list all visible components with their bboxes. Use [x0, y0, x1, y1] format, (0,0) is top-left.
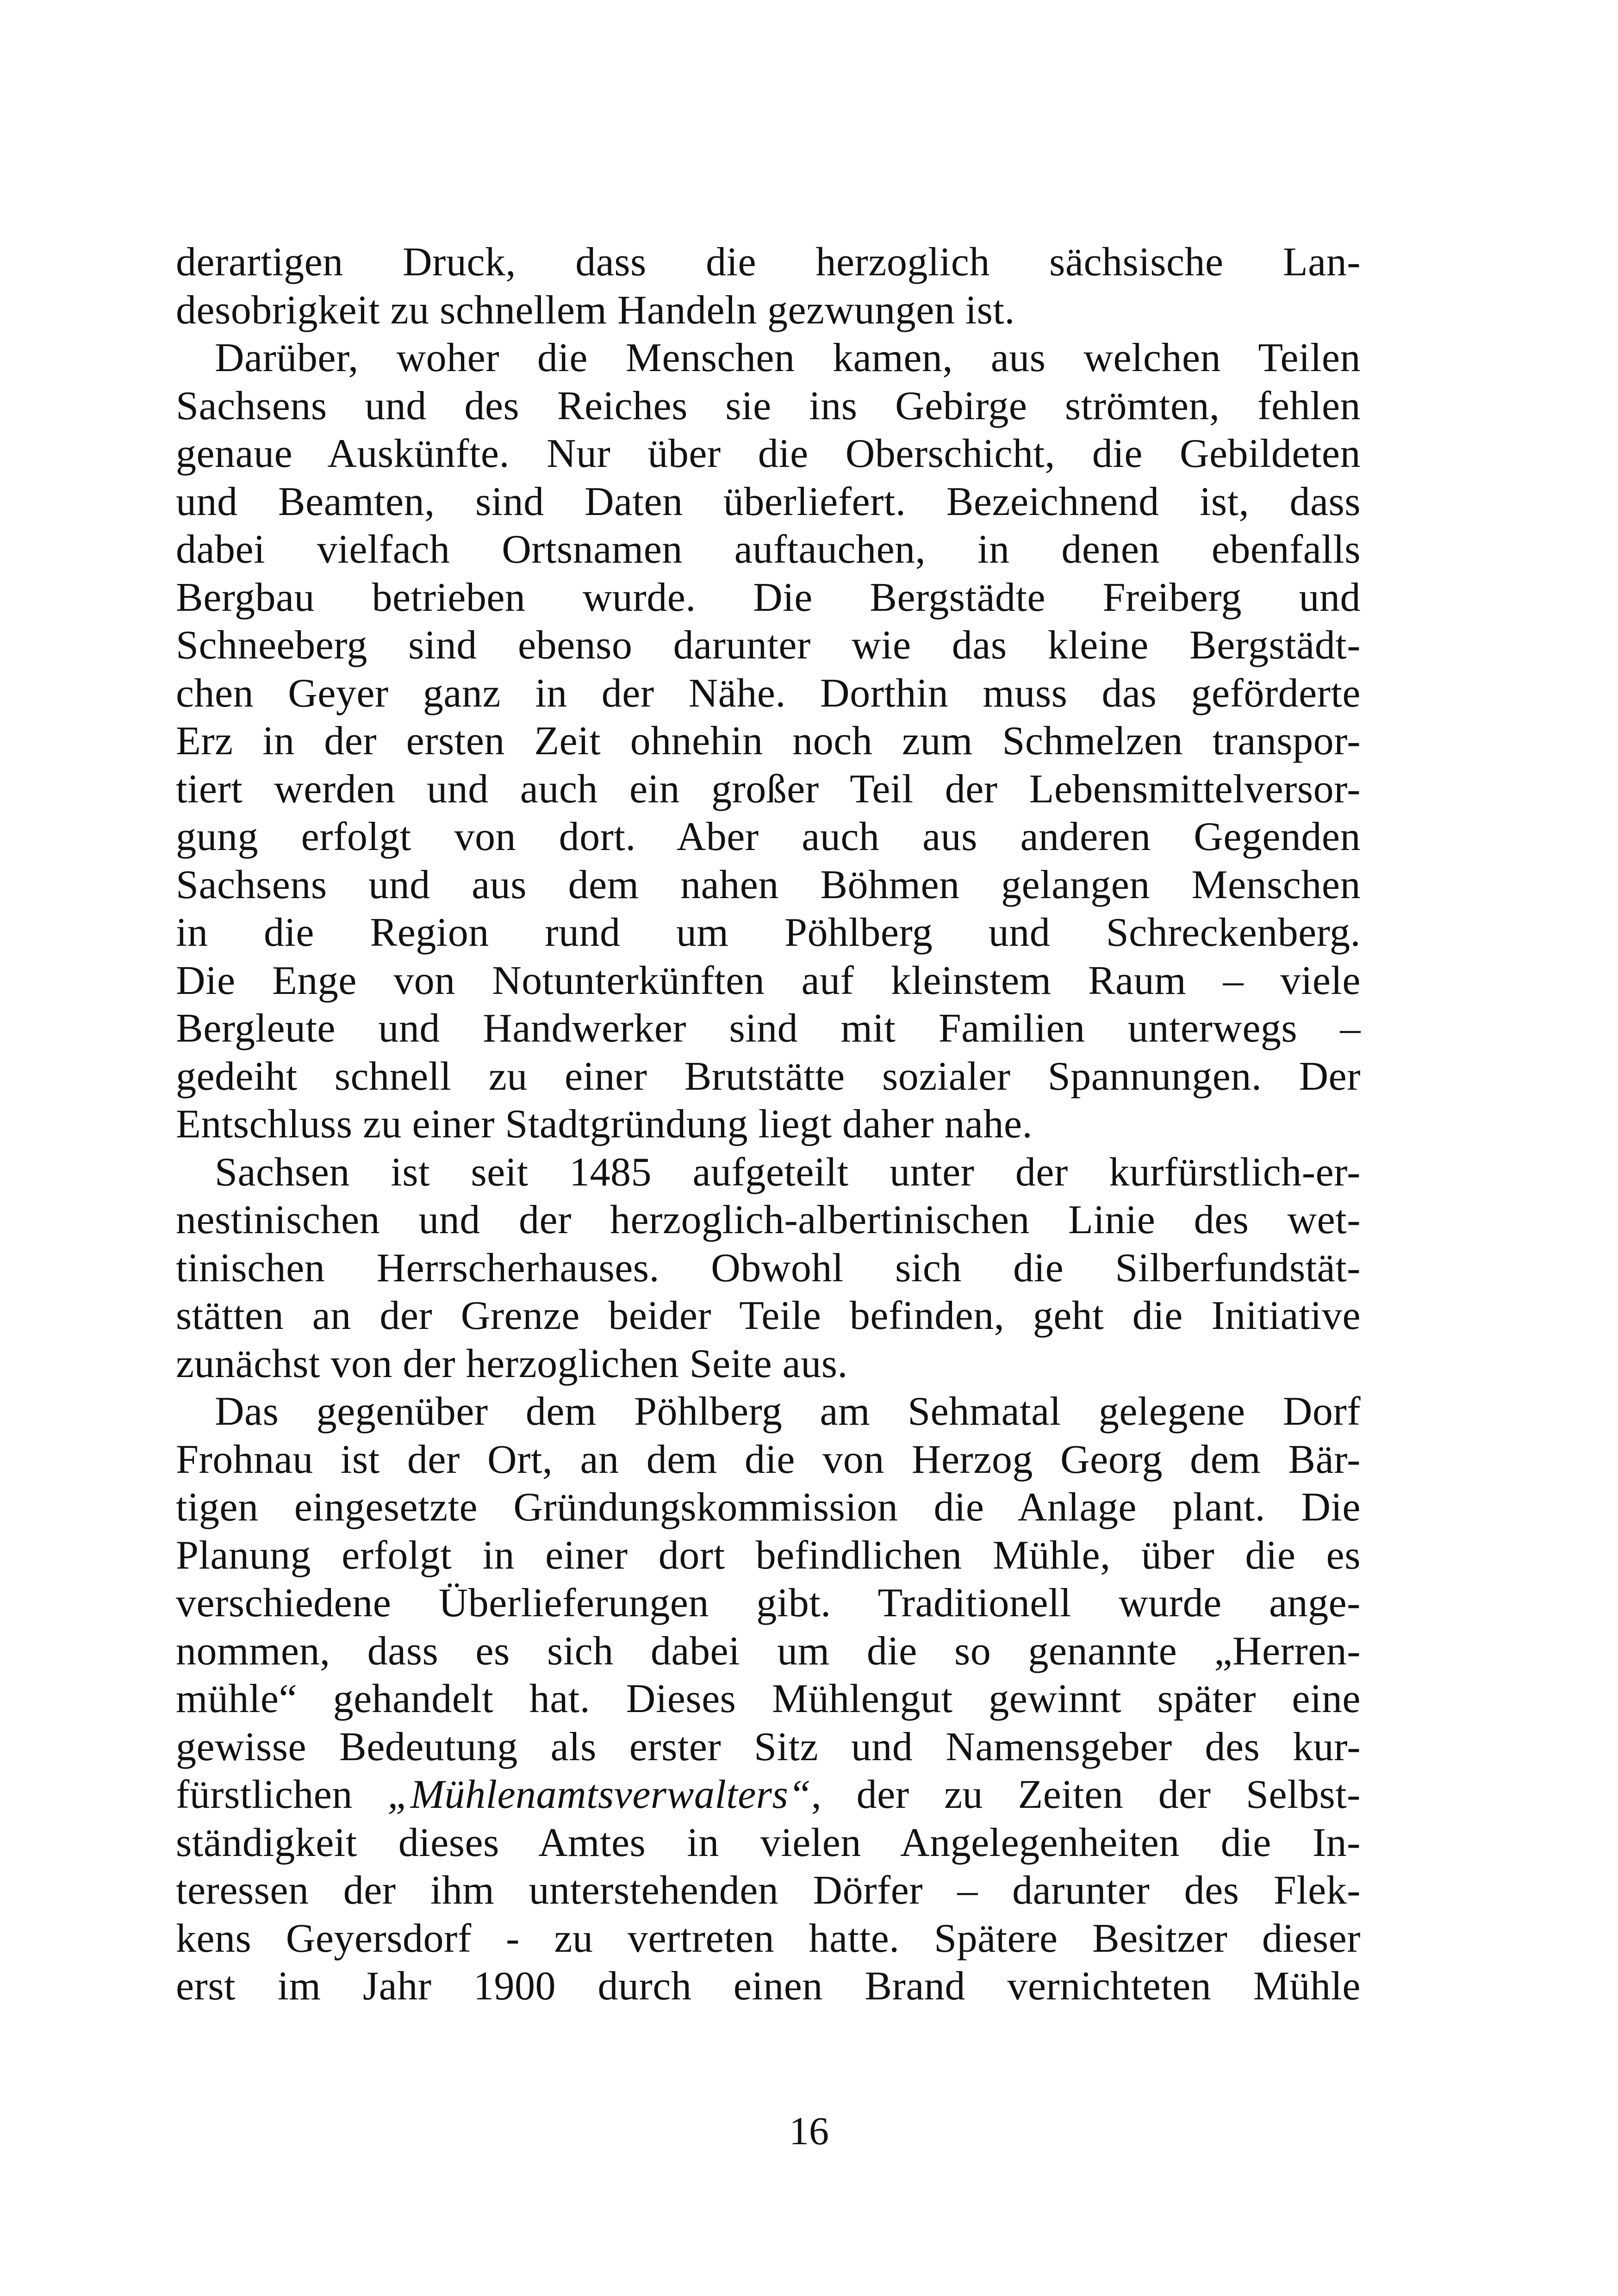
- text-line: Sachsens und aus dem nahen Böhmen gelangen Menschen: [176, 862, 1361, 907]
- text-line: Entschluss zu einer Stadtgründung liegt daher nahe.: [176, 1102, 1033, 1147]
- text-line: stätten an der Grenze beider Teile befinden, geht die Initiative: [176, 1293, 1361, 1338]
- paragraph-4: [176, 1388, 1361, 2011]
- text-line: Bergleute und Handwerker sind mit Familien unterwegs –: [176, 1006, 1361, 1051]
- text-line: derartigen Druck, dass die herzoglich sächsische Lan-: [176, 240, 1361, 285]
- text-line: Sachsens und des Reiches sie ins Gebirge strömten, fehlen: [176, 383, 1361, 428]
- text-line: tinischen Herrscherhauses. Obwohl sich die Silberfundstät-: [176, 1245, 1361, 1291]
- text-line: zunächst von der herzoglichen Seite aus.: [176, 1341, 848, 1386]
- text-line: in die Region rund um Pöhlberg und Schreckenberg.: [176, 910, 1361, 955]
- text-line: Bergbau betrieben wurde. Die Bergstädte Freiberg und: [176, 575, 1361, 620]
- text-line: kens Geyersdorf - zu vertreten hatte. Spätere Besitzer dieser: [176, 1916, 1361, 1961]
- paragraph-1: [176, 238, 1361, 334]
- paragraph-2: [176, 334, 1361, 1148]
- text-line: Erz in der ersten Zeit ohnehin noch zum Schmelzen transpor-: [176, 719, 1361, 763]
- text-line: tiert werden und auch ein großer Teil der Lebensmittelversor-: [176, 766, 1361, 812]
- text-line-with-italic: [176, 1771, 1361, 1819]
- text-line: desobrigkeit zu schnellem Handeln gezwungen ist.: [176, 287, 1015, 333]
- text-line: Das gegenüber dem Pöhlberg am Sehmatal gelegene Dorf: [215, 1389, 1361, 1434]
- text-line: genaue Auskünfte. Nur über die Oberschicht, die Gebildeten: [176, 431, 1361, 476]
- text-line: dabei vielfach Ortsnamen auftauchen, in denen ebenfalls: [176, 527, 1361, 572]
- text-line: nestinischen und der herzoglich-albertinischen Linie des wet-: [176, 1198, 1361, 1242]
- text-line: erst im Jahr 1900 durch einen Brand vernichteten Mühle: [176, 1964, 1361, 2009]
- text-segment: fürstlichen: [176, 1772, 388, 1817]
- text-line: Sachsen ist seit 1485 aufgeteilt unter der kurfürstlich-er-: [215, 1149, 1361, 1195]
- text-line: ständigkeit dieses Amtes in vielen Angelegenheiten die In-: [176, 1820, 1361, 1865]
- text-line: und Beamten, sind Daten überliefert. Bezeichnend ist, dass: [176, 479, 1361, 524]
- text-line: verschiedene Überlieferungen gibt. Traditionell wurde ange-: [176, 1581, 1361, 1626]
- text-line: gung erfolgt von dort. Aber auch aus anderen Gegenden: [176, 814, 1361, 859]
- text-line: Die Enge von Notunterkünften auf kleinstem Raum – viele: [176, 958, 1361, 1003]
- paragraph-3: [176, 1148, 1361, 1388]
- text-line: Frohnau ist der Ort, an dem die von Herzog Georg dem Bär-: [176, 1437, 1361, 1482]
- text-line: teressen der ihm unterstehenden Dörfer – darunter des Flek-: [176, 1868, 1361, 1913]
- text-segment: , der zu Zeiten der Selbst-: [811, 1772, 1361, 1817]
- body-text: [176, 238, 1361, 2011]
- text-line: nommen, dass es sich dabei um die so genannte „Herren-: [176, 1628, 1361, 1674]
- text-line: tigen eingesetzte Gründungskommission die Anlage plant. Die: [176, 1485, 1361, 1530]
- italic-term: „Mühlenamtsverwalters“: [387, 1772, 811, 1817]
- text-line: gewisse Bedeutung als erster Sitz und Namensgeber des kur-: [176, 1724, 1361, 1769]
- text-line: gedeiht schnell zu einer Brutstätte sozialer Spannungen. Der: [176, 1054, 1361, 1099]
- page-number: 16: [789, 2109, 829, 2153]
- text-line: chen Geyer ganz in der Nähe. Dorthin muss das geförderte: [176, 670, 1361, 716]
- text-line: mühle“ gehandelt hat. Dieses Mühlengut gewinnt später eine: [176, 1676, 1361, 1721]
- text-line: Planung erfolgt in einer dort befindlichen Mühle, über die es: [176, 1533, 1361, 1578]
- text-line: Darüber, woher die Menschen kamen, aus welchen Teilen: [215, 335, 1361, 380]
- text-line: Schneeberg sind ebenso darunter wie das kleine Bergstädt-: [176, 623, 1361, 668]
